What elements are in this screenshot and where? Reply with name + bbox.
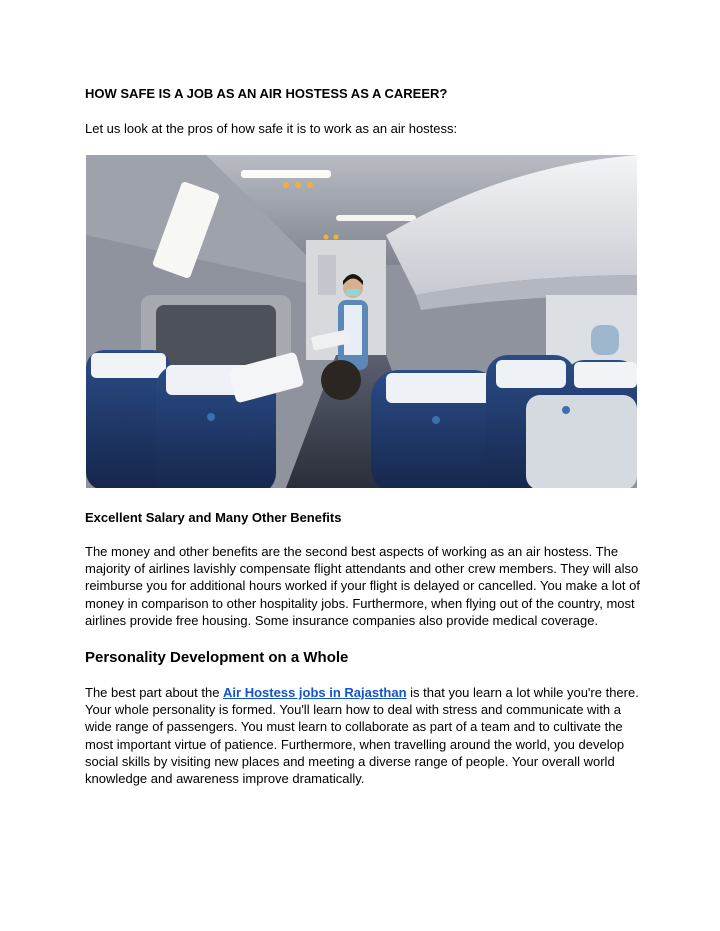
section2-text-after: is that you learn a lot while you're there. Your whole personality is formed. You'll learn how to deal with stress and communicate with a wide range of passengers. You must learn to collaborate as part of a team and to cultivate the most important virtue of patience. Furthermore, when travelling around the world, you develop social skills by visiting new places and meeting a diverse range of people. Your overall world knowledge and awareness improve dramatically. bbox=[85, 685, 639, 787]
section2-text-before: The best part about the bbox=[85, 685, 224, 700]
section1-paragraph: The money and other benefits are the second best aspects of working as an air hostess. The majority of airlines lavishly compensate flight attendants and other crew members. They will also reimburse you for additional hours worked if your flight is delayed or cancelled. You make a lot of money in comparison to other hospitality jobs. Furthermore, when flying out of the country, most airlines provide free housing. Some insurance companies also provide medical coverage. bbox=[85, 544, 640, 628]
section1-heading: Excellent Salary and Many Other Benefits bbox=[85, 510, 342, 525]
cabin-photo bbox=[86, 155, 637, 488]
air-hostess-jobs-link[interactable]: Air Hostess jobs in Rajasthan bbox=[223, 685, 407, 700]
section2-paragraph bbox=[85, 684, 645, 787]
section2-heading: Personality Development on a Whole bbox=[85, 649, 349, 666]
article-title: HOW SAFE IS A JOB AS AN AIR HOSTESS AS A CAREER? bbox=[85, 86, 448, 101]
intro-paragraph: Let us look at the pros of how safe it is to work as an air hostess: bbox=[85, 121, 458, 136]
